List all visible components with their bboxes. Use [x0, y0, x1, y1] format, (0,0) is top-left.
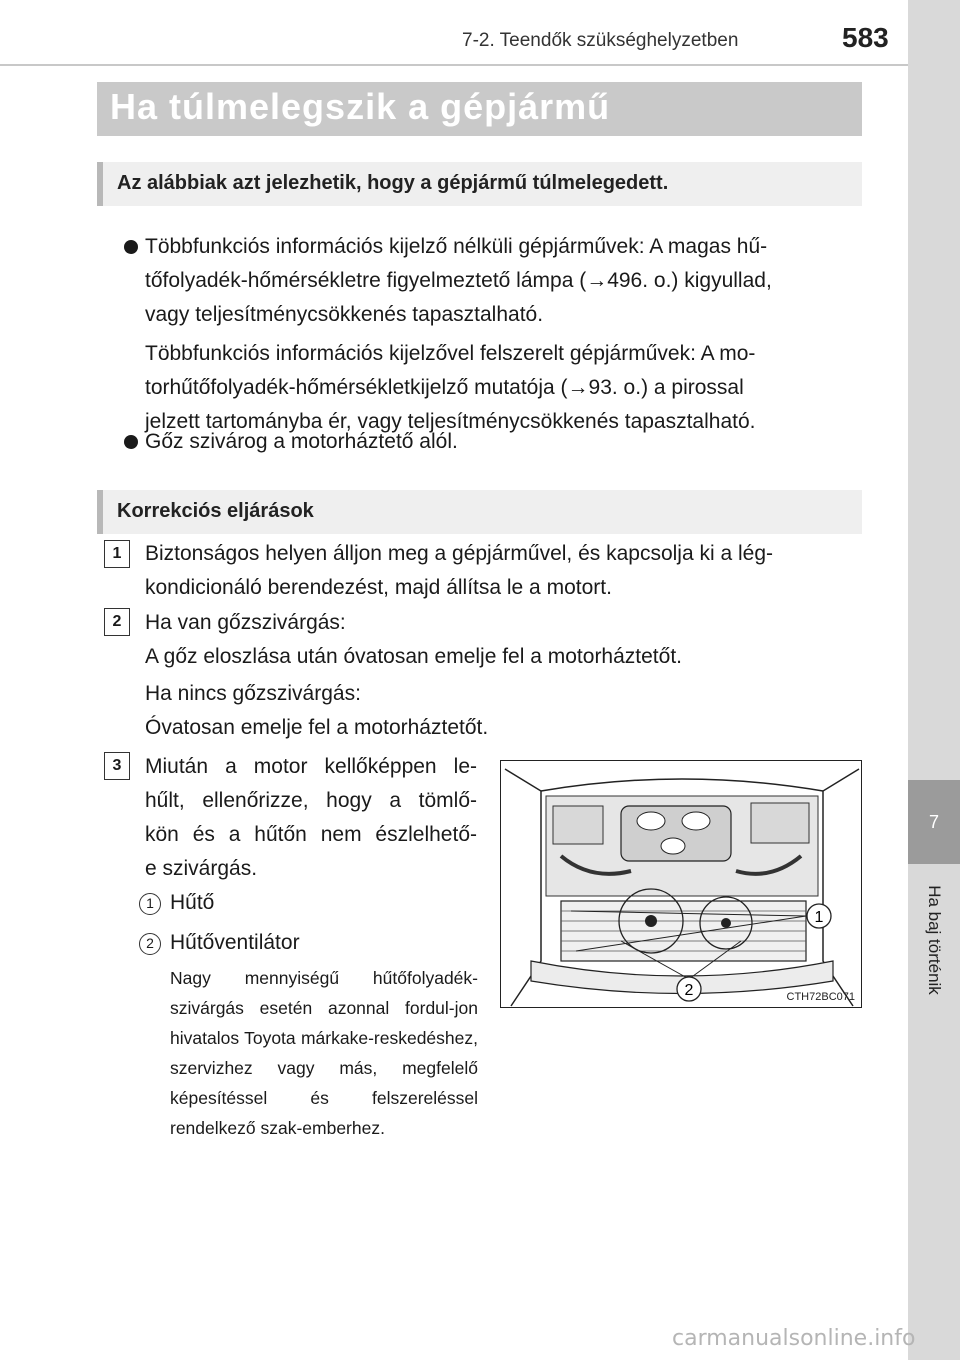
engine-bay-illustration — [500, 760, 862, 1008]
bullet2-text: Gőz szivárog a motorháztető alól. — [145, 430, 458, 453]
item-number-circle: 1 — [139, 893, 161, 915]
chapter-title: Ha baj történik — [925, 885, 944, 995]
step3-line4: e szivárgás. — [145, 857, 258, 880]
page-number: 583 — [842, 22, 889, 53]
header-divider — [0, 64, 908, 66]
step3-line1: Miután a motor kellőképpen le- — [145, 755, 477, 778]
bullet1-line4: Többfunkciós információs kijelzővel felszerelt gépjárművek: A mo- — [145, 342, 756, 365]
bullet1-line1: Többfunkciós információs kijelző nélküli gépjárművek: A magas hű- — [145, 235, 768, 258]
bullet1-line6: jelzett tartományba ér, vagy teljesítménycsökkenés tapasztalható. — [145, 410, 756, 433]
figure-code: CTH72BC071 — [786, 991, 855, 1003]
engine-bay-drawing — [501, 761, 862, 1008]
callout-1-label: 1 — [814, 909, 824, 926]
header-section-title: 7-2. Teendők szükséghelyzetben — [462, 30, 739, 51]
signs-heading-box — [97, 162, 862, 206]
procedure-heading: Korrekciós eljárások — [117, 500, 314, 522]
bullet-dot — [124, 240, 138, 254]
item1-label: Hűtő — [170, 891, 215, 914]
chapter-side-tab — [908, 0, 960, 1360]
step-number-box: 1 — [104, 540, 130, 568]
note-text: Nagy mennyiségű hűtőfolyadék-szivárgás esetén azonnal fordul-jon hivatalos Toyota márkake-reskedéshez, szervizhez vagy más, megfelelő képesítéssel és felszereléssel rendelkező szak-emberhez. — [170, 968, 478, 1138]
step1-line2: kondicionáló berendezést, majd állítsa le a motort. — [145, 576, 612, 599]
step3-line2: hűlt, ellenőrizze, hogy a tömlő- — [145, 789, 477, 812]
callout-2-label: 2 — [684, 982, 694, 999]
step2-line4: Óvatosan emelje fel a motorháztetőt. — [145, 716, 489, 739]
bullet-dot — [124, 435, 138, 449]
step-number-box: 3 — [104, 752, 130, 780]
item2-label: Hűtőventilátor — [170, 931, 300, 954]
step-number-box: 2 — [104, 608, 130, 636]
page-title: Ha túlmelegszik a gépjármű — [110, 86, 611, 127]
watermark: carmanualsonline.info — [672, 1326, 916, 1351]
page-title-banner — [97, 82, 862, 136]
step3-line3: kön és a hűtőn nem észlelhető- — [145, 823, 477, 846]
procedure-heading-box — [97, 490, 862, 534]
step1-line1: Biztonságos helyen álljon meg a gépjárművel, és kapcsolja ki a lég- — [145, 542, 774, 565]
step2-line2: A gőz eloszlása után óvatosan emelje fel a motorháztetőt. — [145, 645, 682, 668]
signs-heading: Az alábbiak azt jelezhetik, hogy a gépjármű túlmelegedett. — [117, 172, 669, 194]
chapter-number: 7 — [908, 780, 960, 864]
bullet1-line5: torhűtőfolyadék-hőmérsékletkijelző mutatója (→93. o.) a pirossal — [145, 376, 744, 399]
bullet1-line2: tőfolyadék-hőmérsékletre figyelmeztető lámpa (→496. o.) kigyullad, — [145, 269, 772, 292]
step2-line3: Ha nincs gőzszivárgás: — [145, 682, 361, 705]
step2-line1: Ha van gőzszivárgás: — [145, 611, 346, 634]
item-number-circle: 2 — [139, 933, 161, 955]
bullet1-line3: vagy teljesítménycsökkenés tapasztalható. — [145, 303, 544, 326]
